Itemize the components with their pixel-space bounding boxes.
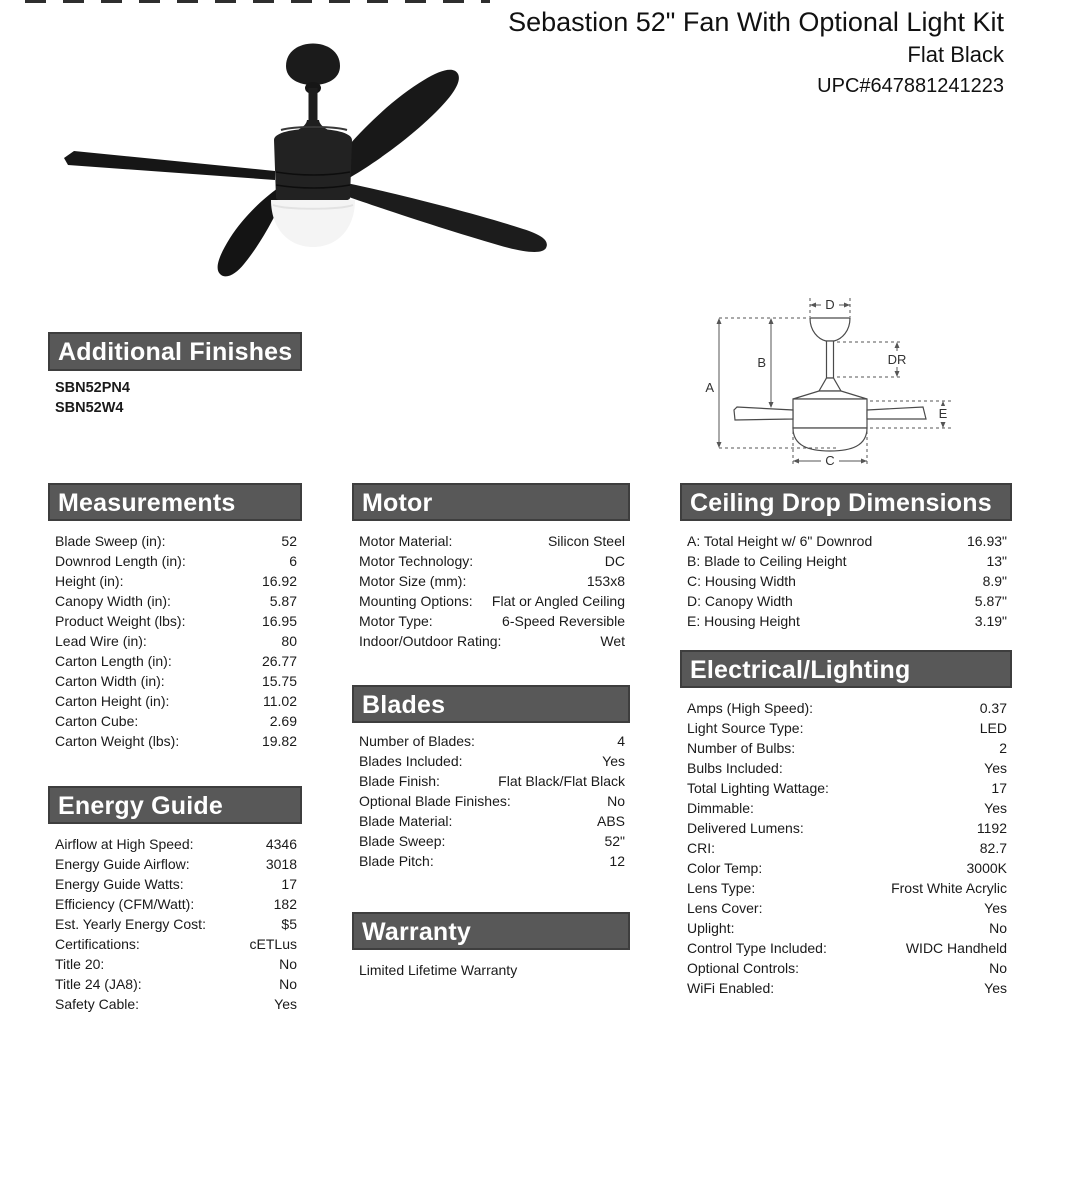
table-row — [352, 591, 630, 611]
spec-row-label: Est. Yearly Energy Cost: — [55, 916, 206, 932]
table-row — [352, 731, 630, 751]
table-row — [48, 691, 302, 711]
fan-downrod-icon — [309, 88, 318, 122]
section-electrical — [680, 650, 1012, 998]
spec-row-label: C: Housing Width — [687, 573, 796, 589]
spec-row-value: 11.02 — [263, 693, 297, 709]
spec-row-label: Lead Wire (in): — [55, 633, 147, 649]
spec-row-label: Product Weight (lbs): — [55, 613, 186, 629]
table-row — [48, 914, 302, 934]
spec-row-label: Color Temp: — [687, 860, 763, 876]
table-row — [48, 671, 302, 691]
spec-row-value: 153x8 — [586, 573, 625, 589]
spec-row-value: 3000K — [966, 860, 1007, 876]
spec-row-value: 5.87" — [974, 593, 1007, 609]
cropped-header-text-fragments — [25, 0, 490, 3]
spec-row-label: Dimmable: — [687, 800, 754, 816]
table-row — [680, 571, 1012, 591]
table-row — [680, 838, 1012, 858]
diagram-label-d: D — [825, 297, 835, 312]
diagram-label-dr: DR — [887, 352, 907, 367]
energy-guide-header: Energy Guide — [48, 786, 302, 824]
table-row — [680, 778, 1012, 798]
spec-row-value: No — [989, 960, 1007, 976]
spec-row-value: 0.37 — [979, 700, 1007, 716]
spec-row-label: Airflow at High Speed: — [55, 836, 194, 852]
spec-row-label: Efficiency (CFM/Watt): — [55, 896, 195, 912]
fan-canopy-icon — [286, 44, 340, 86]
spec-row-label: Carton Length (in): — [55, 653, 172, 669]
product-title: Sebastion 52" Fan With Optional Light Kit — [508, 7, 1004, 37]
spec-row-value: 52" — [604, 833, 625, 849]
diagram-shoulder — [793, 391, 867, 399]
spec-row-label: Number of Bulbs: — [687, 740, 796, 756]
diagram-label-e: E — [938, 406, 948, 421]
additional-finishes-header: Additional Finishes — [48, 332, 302, 371]
table-row — [48, 934, 302, 954]
blades-header: Blades — [352, 685, 630, 723]
table-row — [48, 611, 302, 631]
spec-row-label: D: Canopy Width — [687, 593, 793, 609]
table-row — [48, 651, 302, 671]
spec-row-value: $5 — [281, 916, 297, 932]
table-row — [680, 818, 1012, 838]
table-row — [48, 711, 302, 731]
table-row — [352, 751, 630, 771]
energy-guide-table — [48, 834, 302, 1014]
diagram-right-blade — [867, 407, 926, 419]
spec-row-label: Motor Size (mm): — [359, 573, 467, 589]
fan-blade-left-icon — [64, 151, 275, 180]
spec-row-value: ABS — [596, 813, 625, 829]
spec-row-label: E: Housing Height — [687, 613, 800, 629]
spec-row-value: 16.93" — [966, 533, 1007, 549]
electrical-table — [680, 698, 1012, 998]
spec-row-value: Yes — [602, 753, 625, 769]
table-row — [680, 738, 1012, 758]
table-row — [48, 531, 302, 551]
spec-row-value: 12 — [609, 853, 625, 869]
finish-list — [48, 378, 302, 418]
measurements-header: Measurements — [48, 483, 302, 521]
section-blades — [352, 685, 630, 871]
spec-row-label: Blade Finish: — [359, 773, 440, 789]
spec-row-label: Control Type Included: — [687, 940, 827, 956]
section-warranty — [352, 912, 630, 978]
spec-row-label: Blade Sweep (in): — [55, 533, 166, 549]
electrical-header: Electrical/Lighting — [680, 650, 1012, 688]
table-row — [680, 698, 1012, 718]
spec-row-label: Amps (High Speed): — [687, 700, 814, 716]
spec-row-value: 16.92 — [261, 573, 297, 589]
table-row — [48, 974, 302, 994]
spec-row-value: 182 — [273, 896, 297, 912]
spec-row-label: Energy Guide Airflow: — [55, 856, 190, 872]
spec-row-value: Yes — [274, 996, 297, 1012]
spec-row-label: Bulbs Included: — [687, 760, 783, 776]
diagram-label-c: C — [825, 453, 835, 468]
table-row — [48, 571, 302, 591]
section-motor — [352, 483, 630, 651]
spec-row-value: WIDC Handheld — [905, 940, 1007, 956]
table-row — [680, 798, 1012, 818]
spec-row-label: Indoor/Outdoor Rating: — [359, 633, 502, 649]
table-row — [680, 611, 1012, 631]
motor-table — [352, 531, 630, 651]
spec-row-value: Yes — [984, 800, 1007, 816]
finish-item: SBN52PN4 — [55, 380, 130, 396]
table-row — [680, 878, 1012, 898]
table-row — [352, 811, 630, 831]
table-row — [352, 551, 630, 571]
spec-row-label: Mounting Options: — [359, 593, 473, 609]
warranty-header: Warranty — [352, 912, 630, 950]
spec-row-label: Optional Controls: — [687, 960, 800, 976]
table-row — [48, 954, 302, 974]
spec-row-value: 2.69 — [269, 713, 297, 729]
spec-row-value: 3018 — [265, 856, 297, 872]
table-row — [48, 894, 302, 914]
fan-blade-lower-right-icon — [342, 182, 547, 252]
section-energy-guide — [48, 786, 302, 1014]
spec-row-value: Flat Black/Flat Black — [498, 773, 625, 789]
spec-row-label: Carton Weight (lbs): — [55, 733, 180, 749]
spec-row-value: DC — [604, 553, 625, 569]
spec-row-label: Downrod Length (in): — [55, 553, 186, 569]
spec-row-value: 3.19" — [974, 613, 1007, 629]
table-row — [680, 938, 1012, 958]
spec-row-label: Blades Included: — [359, 753, 463, 769]
table-row — [680, 958, 1012, 978]
spec-row-value: 16.95 — [261, 613, 297, 629]
spec-row-value: 1192 — [976, 820, 1007, 836]
spec-row-value: Frost White Acrylic — [891, 880, 1007, 896]
table-row — [48, 551, 302, 571]
fan-motor-housing-icon — [274, 129, 352, 204]
table-row — [48, 731, 302, 751]
table-row — [352, 531, 630, 551]
spec-row-label: Canopy Width (in): — [55, 593, 171, 609]
spec-row-label: Blade Material: — [359, 813, 453, 829]
spec-row-value: 13" — [986, 553, 1007, 569]
spec-row-label: Delivered Lumens: — [687, 820, 804, 836]
spec-row-value: 6 — [289, 553, 297, 569]
spec-row-label: Uplight: — [687, 920, 735, 936]
spec-row-value: 26.77 — [261, 653, 297, 669]
product-upc: UPC#647881241223 — [817, 75, 1004, 97]
table-row — [352, 791, 630, 811]
finish-item: SBN52W4 — [55, 400, 124, 416]
spec-row-value: 6-Speed Reversible — [502, 613, 625, 629]
table-row — [680, 858, 1012, 878]
spec-row-label: Title 24 (JA8): — [55, 976, 142, 992]
warranty-text: Limited Lifetime Warranty — [359, 962, 518, 978]
spec-row-label: Height (in): — [55, 573, 124, 589]
table-row — [48, 631, 302, 651]
diagram-housing — [793, 399, 867, 428]
diagram-canopy — [810, 318, 850, 341]
spec-row-label: Lens Cover: — [687, 900, 763, 916]
product-finish: Flat Black — [907, 42, 1004, 67]
table-row — [680, 718, 1012, 738]
motor-header: Motor — [352, 483, 630, 521]
spec-row-value: 4 — [617, 733, 625, 749]
table-row — [680, 531, 1012, 551]
section-ceiling-drop — [680, 483, 1012, 631]
spec-row-value: 8.9" — [982, 573, 1007, 589]
spec-row-label: Number of Blades: — [359, 733, 475, 749]
table-row — [680, 591, 1012, 611]
spec-row-value: No — [279, 956, 297, 972]
measurements-table — [48, 531, 302, 751]
spec-row-value: Silicon Steel — [547, 533, 625, 549]
table-row — [680, 898, 1012, 918]
spec-row-label: Motor Type: — [359, 613, 433, 629]
table-row — [48, 591, 302, 611]
spec-row-value: 2 — [999, 740, 1007, 756]
table-row — [48, 854, 302, 874]
spec-row-label: Energy Guide Watts: — [55, 876, 184, 892]
spec-row-label: Carton Cube: — [55, 713, 139, 729]
spec-row-value: LED — [979, 720, 1007, 736]
spec-row-label: Title 20: — [55, 956, 105, 972]
table-row — [352, 631, 630, 651]
spec-row-value: 19.82 — [261, 733, 297, 749]
diagram-label-a: A — [705, 380, 714, 395]
spec-row-value: 17 — [991, 780, 1007, 796]
ceiling-drop-diagram — [690, 285, 1010, 475]
diagram-downrod — [827, 341, 834, 378]
spec-row-label: CRI: — [687, 840, 715, 856]
spec-row-label: Lens Type: — [687, 880, 756, 896]
spec-row-value: Yes — [984, 900, 1007, 916]
spec-row-label: Carton Height (in): — [55, 693, 170, 709]
spec-row-value: 4346 — [265, 836, 297, 852]
table-row — [352, 851, 630, 871]
table-row — [352, 771, 630, 791]
diagram-label-b: B — [757, 355, 766, 370]
blades-table — [352, 731, 630, 871]
diagram-flare — [819, 378, 841, 391]
spec-row-label: B: Blade to Ceiling Height — [687, 553, 847, 569]
spec-row-value: Yes — [984, 760, 1007, 776]
spec-row-value: Wet — [600, 633, 625, 649]
table-row — [352, 831, 630, 851]
spec-row-label: Motor Material: — [359, 533, 453, 549]
spec-row-value: Flat or Angled Ceiling — [491, 593, 625, 609]
table-row — [680, 551, 1012, 571]
spec-row-value: 52 — [281, 533, 297, 549]
spec-row-label: Motor Technology: — [359, 553, 474, 569]
table-row — [680, 978, 1012, 998]
section-additional-finishes — [48, 332, 302, 418]
spec-row-value: 82.7 — [979, 840, 1007, 856]
table-row — [680, 758, 1012, 778]
spec-row-label: Safety Cable: — [55, 996, 140, 1012]
spec-row-value: No — [989, 920, 1007, 936]
spec-row-label: Blade Sweep: — [359, 833, 446, 849]
table-row — [48, 994, 302, 1014]
spec-row-value: No — [279, 976, 297, 992]
spec-row-label: Total Lighting Wattage: — [687, 780, 829, 796]
spec-row-label: Optional Blade Finishes: — [359, 793, 511, 809]
spec-row-value: No — [607, 793, 625, 809]
spec-row-value: 15.75 — [261, 673, 297, 689]
spec-row-label: Certifications: — [55, 936, 140, 952]
ceiling-drop-header: Ceiling Drop Dimensions — [680, 483, 1012, 521]
table-row — [352, 611, 630, 631]
table-row — [48, 834, 302, 854]
spec-row-value: Yes — [984, 980, 1007, 996]
spec-row-label: WiFi Enabled: — [687, 980, 775, 996]
table-row — [48, 874, 302, 894]
spec-row-value: 5.87 — [269, 593, 297, 609]
section-measurements — [48, 483, 302, 751]
ceiling-drop-table — [680, 531, 1012, 631]
spec-row-label: Carton Width (in): — [55, 673, 165, 689]
spec-row-value: cETLus — [249, 936, 297, 952]
table-row — [352, 571, 630, 591]
spec-row-value: 17 — [281, 876, 297, 892]
fan-product-image — [50, 22, 665, 297]
spec-row-label: A: Total Height w/ 6" Downrod — [687, 533, 873, 549]
spec-row-value: 80 — [281, 633, 297, 649]
spec-row-label: Light Source Type: — [687, 720, 804, 736]
diagram-left-blade — [734, 407, 793, 420]
table-row — [680, 918, 1012, 938]
spec-row-label: Blade Pitch: — [359, 853, 434, 869]
